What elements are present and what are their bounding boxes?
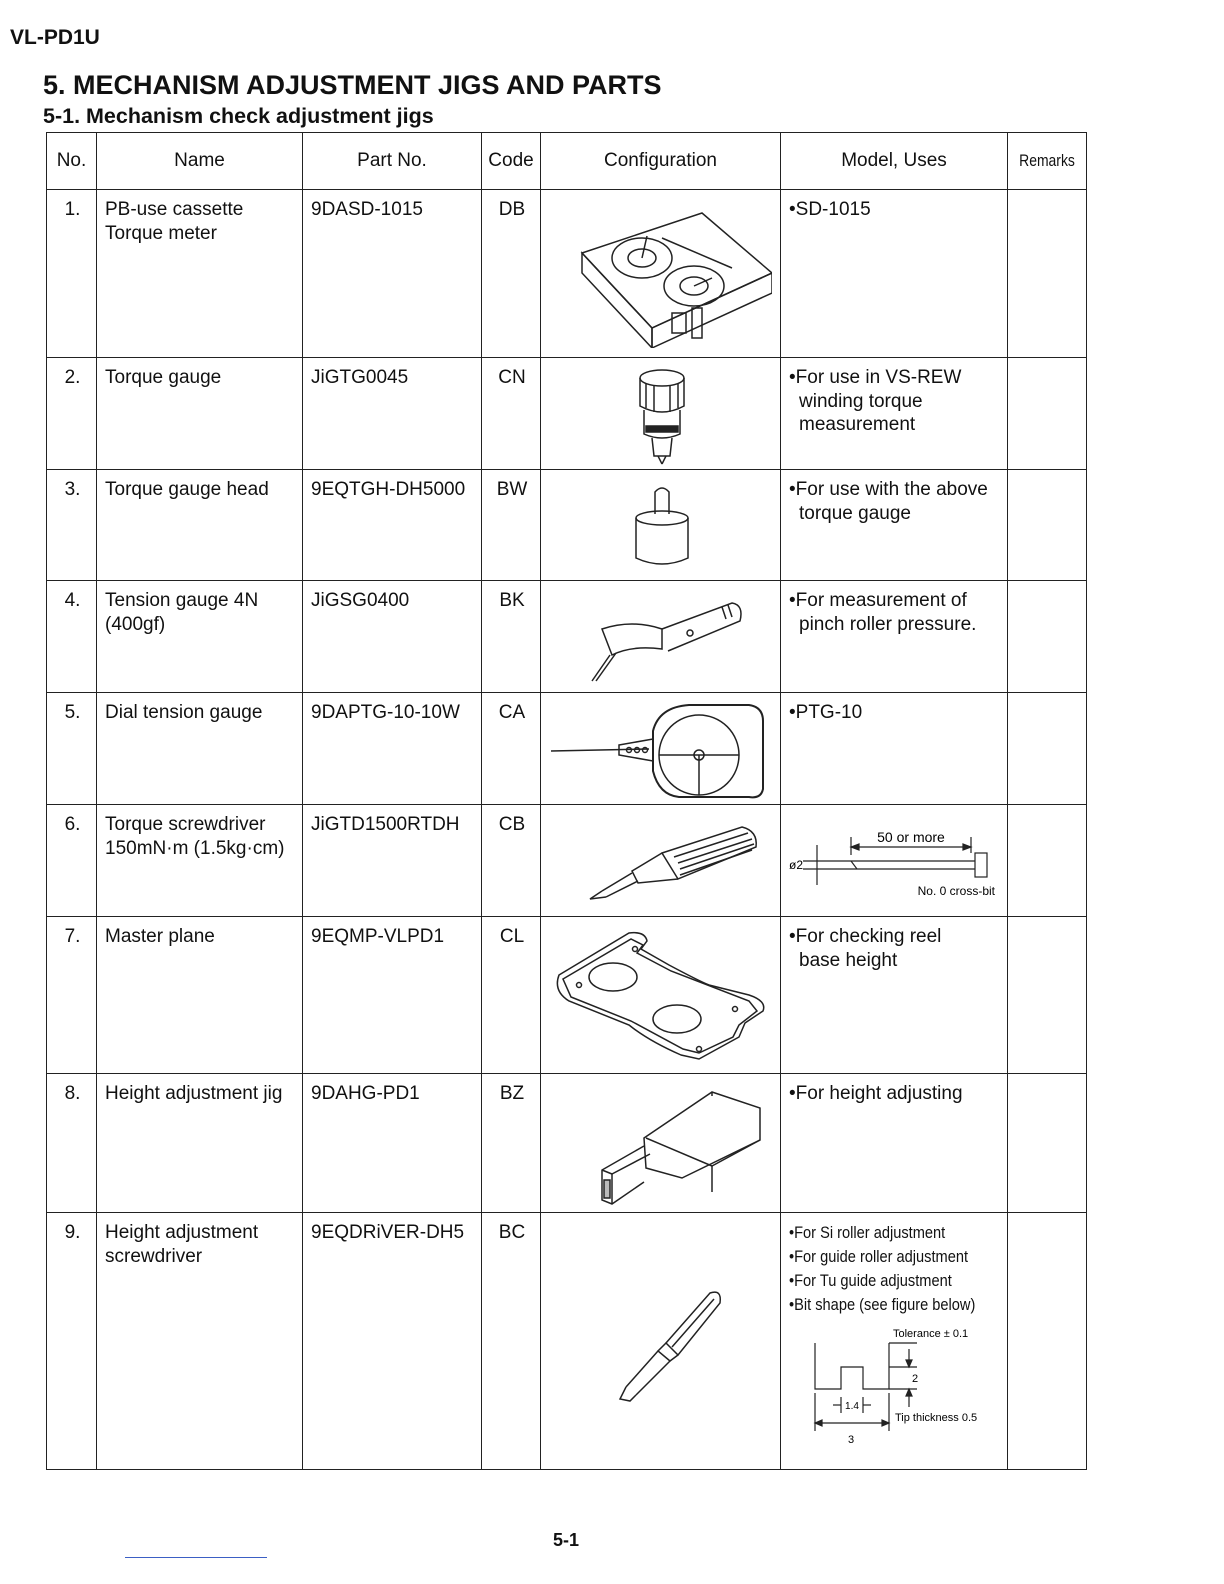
row-name	[97, 917, 303, 1074]
row-uses	[781, 470, 1008, 581]
row-part-no: 9EQMP-VLPD1	[303, 917, 482, 1074]
use-line: • For guide roller adjustment	[789, 1245, 971, 1269]
col-header-part-no: Part No.	[303, 133, 482, 190]
col-header-no: No.	[47, 133, 97, 190]
row-no: 9.	[47, 1213, 97, 1470]
row-part-no: 9DAHG-PD1	[303, 1074, 482, 1213]
subsection-title: 5-1. Mechanism check adjustment jigs	[43, 104, 434, 128]
page-number: 5-1	[553, 1530, 580, 1550]
use-line: • For height adjusting	[789, 1082, 1001, 1106]
name-line: (400gf)	[105, 613, 166, 635]
use-line: • For use with the above	[789, 478, 1001, 502]
use-line: pinch roller pressure.	[799, 613, 977, 635]
row-remarks	[1008, 581, 1087, 693]
tension-gauge-icon	[572, 589, 752, 685]
use-line: • For use in VS-REW	[789, 366, 1001, 390]
col-header-configuration: Configuration	[541, 133, 781, 190]
row-code: DB	[482, 190, 541, 358]
row-no: 1.	[47, 190, 97, 358]
row-configuration	[541, 917, 781, 1074]
table-row	[47, 470, 1087, 581]
row-configuration	[541, 581, 781, 693]
table-row	[47, 581, 1087, 693]
row-configuration	[541, 805, 781, 917]
cross-bit-dimension-icon	[781, 809, 1007, 909]
use-line: • For Tu guide adjustment	[789, 1269, 971, 1293]
name-line: Torque screwdriver	[105, 814, 266, 835]
row-uses	[781, 358, 1008, 470]
table-row	[47, 917, 1087, 1074]
row-part-no: 9EQDRiVER-DH5	[303, 1213, 482, 1470]
master-plane-icon	[549, 925, 777, 1070]
table-header-row	[47, 133, 1087, 190]
use-line: • Bit shape (see figure below)	[789, 1293, 971, 1317]
table-row	[47, 358, 1087, 470]
dial-tension-gauge-icon	[549, 701, 774, 801]
row-uses	[781, 190, 1008, 358]
row-code: CA	[482, 693, 541, 805]
section-title: 5. MECHANISM ADJUSTMENT JIGS AND PARTS	[43, 70, 662, 100]
bit-shape-figure-icon	[789, 1323, 1001, 1453]
row-code: BK	[482, 581, 541, 693]
use-line: • SD-1015	[789, 198, 1001, 222]
cassette-torque-meter-icon	[552, 198, 772, 348]
row-configuration	[541, 358, 781, 470]
row-no: 6.	[47, 805, 97, 917]
row-remarks	[1008, 190, 1087, 358]
table-row	[47, 1074, 1087, 1213]
col-header-name: Name	[97, 133, 303, 190]
row-part-no: 9EQTGH-DH5000	[303, 470, 482, 581]
use-line: • For Si roller adjustment	[789, 1221, 971, 1245]
use-line: • For checking reel	[789, 925, 1001, 949]
tip-thickness-label: Tip thickness 0.5	[895, 1412, 978, 1424]
row-no: 5.	[47, 693, 97, 805]
height-jig-icon	[562, 1082, 762, 1212]
name-line: Torque gauge	[105, 367, 222, 388]
table-row	[47, 693, 1087, 805]
name-line: Height adjustment	[105, 1222, 259, 1243]
gauge-head-icon	[627, 478, 697, 570]
col-header-code: Code	[482, 133, 541, 190]
table-row	[47, 1213, 1087, 1470]
model-number: VL-PD1U	[10, 26, 100, 49]
row-remarks	[1008, 1213, 1087, 1470]
name-line: screwdriver	[105, 1245, 203, 1267]
row-configuration	[541, 1213, 781, 1470]
row-name	[97, 1213, 303, 1470]
row-no: 3.	[47, 470, 97, 581]
depth-label: 2	[911, 1373, 919, 1385]
row-part-no: 9DASD-1015	[303, 190, 482, 358]
use-line: measurement	[799, 414, 916, 435]
name-line: PB-use cassette	[105, 199, 244, 220]
row-name	[97, 358, 303, 470]
bit-length-label: 50 or more	[877, 829, 945, 845]
row-name	[97, 581, 303, 693]
row-no: 8.	[47, 1074, 97, 1213]
row-code: BW	[482, 470, 541, 581]
row-code: BC	[482, 1213, 541, 1470]
name-line: Tension gauge 4N	[105, 590, 259, 611]
name-line: Torque gauge head	[105, 479, 269, 500]
row-code: BZ	[482, 1074, 541, 1213]
row-no: 4.	[47, 581, 97, 693]
row-uses	[781, 1213, 1008, 1470]
row-name	[97, 470, 303, 581]
row-remarks	[1008, 805, 1087, 917]
row-code: CL	[482, 917, 541, 1074]
row-code: CN	[482, 358, 541, 470]
name-line: Height adjustment jig	[105, 1083, 283, 1104]
row-configuration	[541, 190, 781, 358]
row-no: 7.	[47, 917, 97, 1074]
torque-screwdriver-icon	[562, 813, 762, 909]
row-uses	[781, 805, 1008, 917]
row-name	[97, 805, 303, 917]
row-part-no: JiGTD1500RTDH	[303, 805, 482, 917]
row-name	[97, 190, 303, 358]
row-no: 2.	[47, 358, 97, 470]
row-code: CB	[482, 805, 541, 917]
name-line: Master plane	[105, 926, 215, 947]
name-line: Torque meter	[105, 222, 217, 244]
use-line: torque gauge	[799, 502, 911, 524]
use-line: • PTG-10	[789, 701, 1001, 725]
use-line: winding torque	[799, 390, 923, 412]
use-line: • For measurement of	[789, 589, 1001, 613]
row-remarks	[1008, 358, 1087, 470]
jigs-table	[46, 132, 1087, 1470]
footer-rule	[125, 1557, 267, 1558]
row-uses	[781, 917, 1008, 1074]
row-uses	[781, 1074, 1008, 1213]
row-remarks	[1008, 693, 1087, 805]
row-configuration	[541, 470, 781, 581]
adjustment-screwdriver-icon	[562, 1239, 762, 1469]
row-remarks	[1008, 470, 1087, 581]
tolerance-label: Tolerance ± 0.1	[893, 1328, 969, 1340]
row-name	[97, 693, 303, 805]
torque-gauge-icon	[622, 366, 702, 466]
row-part-no: JiGSG0400	[303, 581, 482, 693]
col-header-uses: Model, Uses	[781, 133, 1008, 190]
row-part-no: JiGTG0045	[303, 358, 482, 470]
row-part-no: 9DAPTG-10-10W	[303, 693, 482, 805]
row-uses	[781, 581, 1008, 693]
bit-diameter-label: ø2	[789, 858, 804, 872]
bit-type-label: No. 0 cross-bit	[917, 884, 995, 898]
width-label: 3	[847, 1434, 855, 1446]
row-configuration	[541, 693, 781, 805]
row-remarks	[1008, 1074, 1087, 1213]
table-row	[47, 190, 1087, 358]
row-configuration	[541, 1074, 781, 1213]
row-uses	[781, 693, 1008, 805]
col-header-remarks: Remarks	[1008, 133, 1087, 190]
table-row	[47, 805, 1087, 917]
row-name	[97, 1074, 303, 1213]
name-line: 150mN·m (1.5kg·cm)	[105, 837, 285, 859]
row-remarks	[1008, 917, 1087, 1074]
name-line: Dial tension gauge	[105, 702, 263, 723]
slot-label: 1.4	[845, 1401, 859, 1412]
use-line: base height	[799, 949, 898, 971]
